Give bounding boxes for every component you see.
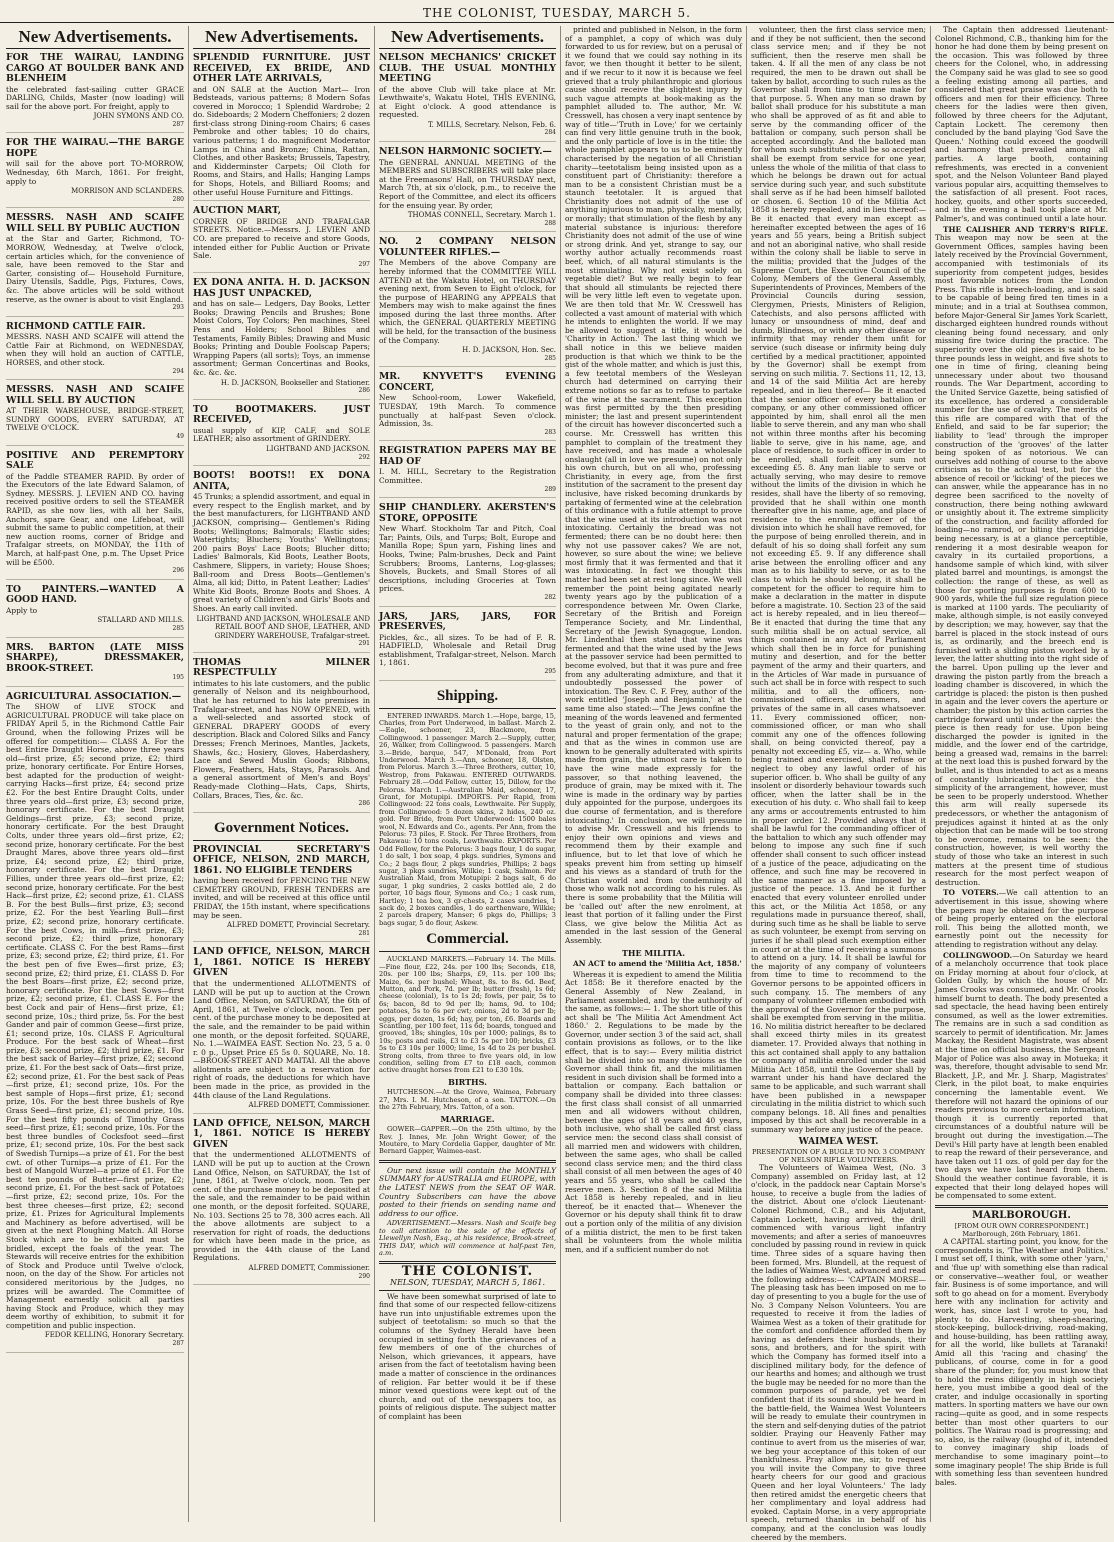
advertisement <box>193 471 370 653</box>
advertisement-title: EX DONA ANITA. H. D. JACKSON HAS JUST UNPACKED, <box>193 277 370 299</box>
advertisement-number: 292 <box>358 453 370 461</box>
column-6 <box>930 26 1112 1522</box>
advertisement-signature: T. MILLS, Secretary. Nelson, Feb. 6. <box>428 120 556 129</box>
advertisement-number: 280 <box>172 195 184 203</box>
advertisement-number: 297 <box>358 260 370 268</box>
advertisement-number: 285 <box>172 624 184 632</box>
column-2 <box>188 26 374 1522</box>
advertisement-body: Pickles, &c., all sizes. To be had of F. R. HADFIELD, Wholesale and Retail Drug establishment, Trafalgar-street, Nelson. March 1, 1861. <box>379 632 556 668</box>
advertisement <box>193 206 370 273</box>
advertisement-signature: ALFRED DOMETT, Commissioner. <box>248 1101 370 1110</box>
advertisement-title: FOR THE WAIRAU, LANDING CARGO AT BOULDER BANK AND BLENHEIM <box>6 52 184 84</box>
voters-text: —We call attention to an advertisement in this issue, showing where the papers may be obtained for the purpose of being properly entered on the electoral roll. This being the allotted month, we earnestly point out the necessity for attending to registration without any delay. <box>935 888 1108 949</box>
column-4 <box>560 26 746 1522</box>
waimea-subheading: PRESENTATION OF A BUGLE TO NO. 3 COMPANY OF NELSON RIFLE VOLUNTEERS. <box>751 1148 925 1164</box>
advertisement <box>379 446 556 498</box>
advertisement <box>379 147 556 232</box>
advertisement-number: 296 <box>172 567 184 575</box>
advertisement-title: JARS, JARS, JARS, FOR PRESERVES, <box>379 610 556 633</box>
advertisement <box>193 845 370 943</box>
advertisement <box>6 643 184 687</box>
column-1 <box>2 26 188 1522</box>
advertisement-signature: ALFRED DOMETT, Commissioner. <box>248 1264 370 1273</box>
collingwood-heading: COLLINGWOOD. <box>943 950 1013 960</box>
advertisement-number: 295 <box>544 667 556 675</box>
column-5 <box>746 25 930 1542</box>
advertisement-body: and has on sale— Ledgers, Day Books, Letter Books; Drawing Pencils and Brushes; Bone Moist Colors, Toy Colors; Pen machines, Steel Pens and Holders; School Bibles and Testaments, Family Bibles; Drawing and Music Books; Printing and Double Foolscap Papers; Wrapping Papers (all sorts); Toys, an immense assortment; German Concertinas and Books, &c. &c. &c. <box>193 299 370 378</box>
advertisement-body: CORNER OF BRIDGE AND TRAFALGAR STREETS. Notice.—Messrs. J. LEVIEN AND CO. are prepared to receive and store Goods, intended either for Public Auction or Private Sale. <box>193 216 370 261</box>
advertisement-title: MRS. BARTON (LATE MISS SHARPE), DRESSMAKER, BROOK-STREET. <box>6 641 184 674</box>
advertisement-number: 294 <box>172 367 184 375</box>
marlborough-heading: MARLBOROUGH. <box>972 1209 1071 1221</box>
voters-heading: TO VOTERS. <box>943 888 999 898</box>
advertisement-body: MESSRS. NASH AND SCAIFE will attend the Cattle Fair at Richmond, on WEDNESDAY, when they will hold an auction of CATTLE, HORSES, and other stock. <box>6 332 184 368</box>
advertisement-number: 287 <box>172 1340 184 1348</box>
advertisement-title: AUCTION MART, <box>193 205 282 217</box>
section-heading: New Advertisements. <box>193 26 370 49</box>
advertisement-title: REGISTRATION PAPERS MAY BE HAD OF <box>379 445 556 467</box>
advertisement-note: ADVERTISEMENT.—Messrs. Nash and Scaife beg to call attention to the sale of the effects of Llewellyn Nash, Esq., at his residence, Brook-street, THIS DAY, which will commence at half-past Ten, a.m. <box>379 1219 556 1257</box>
advertisement-number: 293 <box>172 304 184 312</box>
advertisement-body: usual supply of KIP, CALF, and SOLE LEATHER; also assortment of GRINDERY. <box>193 425 370 444</box>
waimea-heading: WAIMEA WEST. <box>798 1136 879 1147</box>
militia-text: Whereas it is expedient to amend the Militia Act 1858: Be it therefore enacted by the General Assembly of New Zealand, in Parliament assembled, and by the authority of the same, as follows:— 1. The short title of this act shall be 'The Militia Act Amendment Act 1860.' 2. Regulations to be made by the Governor, under section 3 of the said act, shall contain provisions as follows, or to the like effect, that is to say:— Every militia district shall be divided into so many divisions as the Governor shall think fit, and the militiamen resident in such division shall be formed into a battalion or company. Each battalion or company shall be divided into three classes: the first class shall consist of all unmarried men and all widowers without children, between the ages of 18 years and 40 years, both inclusive, who shall be called first class service men: the second class shall consist of all married men and widowers with children, between the same ages, who shall be called second class service men; and the third class shall consist of all men between the ages of 40 years and 55 years, who shall be called the reserve men. 3. Section 8 of the said Militia Act 1858 is hereby repealed, and in lieu thereof, be it enacted that— Whenever the Governor or his deputy shall think fit to draw out a portion only of the militia of any division of a militia district, the men to be first taken shall be volunteers from the whole militia men, and if a sufficient number do not <box>565 969 742 1254</box>
advertisement <box>6 53 184 133</box>
advertisement-number: 287 <box>172 120 184 128</box>
advertisement-number: 285 <box>544 354 556 362</box>
advertisement <box>6 451 184 580</box>
waimea-continued: The Captain then addressed Lieutenant-Colonel Richmond, C.B., thanking him for the honor he had done them by being present on the occasion. This was followed by three cheers for the Colonel, who, in addressing the Company said he was glad to see so good a feeling existing among all parties, and considered that great praise was due both to officers and men for their efficiency. Three cheers for the ladies were then given, followed by three cheers for the Adjutant, Captain Lockett. The ceremony then concluded by the band playing 'God Save the Queen.' Nothing could exceed the goodwill and harmony that prevailed among all parties. A large booth, containing refreshments, was erected in a convenient spot, and the Nelson Volunteer Band played various popular airs, acquitting themselves to the satisfaction of all present. Foot races, hockey, quoits, and other sports succeeded, and in the evening a ball took place at Mr. Palmer's, and was continued until a late hour. <box>935 25 1108 224</box>
advertisement-body: at the Star and Garter, Richmond, TO-MORROW, Wednesday, at Twelve o'clock, certain articles which, for the convenience of sale, have been removed to the Star and Garter, consisting of— Household Furniture, Dairy Utensils, Saddle, Pigs, Fixtures, Cows, &c. The above articles will be sold without reserve, as the owner is about to visit England. <box>6 234 184 304</box>
advertisement-body: of the above Club will take place at Mr. Lewthwaite's, Wakatu Hotel, THIS EVENING, at Eight o'clock. A good attendance is requested. <box>379 84 556 120</box>
editorial-text: We have been somewhat surprised of late to find that some of our respected fellow-citizens have run into unjustifiable extremes upon the subject of teetotalism: so much so that the columns of the Sydney Herald have been occupied in setting forth the grievances of a few members of one of the churches of Nelson, which grievances, it appears, have arisen from the fact of teetotalism having been made a matter of conscience in the ordinances of religion. Far better would it be if these minor vexed questions were kept out of the church, and out of the newspapers too, as points of religious dispute. The subject matter of complaint has been <box>379 1291 556 1421</box>
advertisement-signature: FEDOR KELLING, Honorary Secretary. <box>44 1331 184 1340</box>
advertisement-number: 290 <box>358 1272 370 1280</box>
rifle-text: This weapon may now be seen at the Government Offices, samples having been lately received by the Provincial Government, accompanied with testimonials of its superiority from competent judges, besides most favorable notices from the London Press. This rifle is breech-loading, and is said to be capable of being fired ten times in a minute; and in a trial at Southsea common, before Major-General Sir James York Scarlett, discharged eighteen hundred rounds without cleaning being found necessary, and only missing fire twice during the practice. The superiority over the old pieces is said to be three pounds less in weight, and five shots to one in time of firing, cleaning being unnecessary under about two thousand rounds. The War Department, according to the United Service Gazette, being satisfied of its excellence, has ordered a considerable number for the use of cavalry. The merits of this rifle are compared with that of the Enfield, and said to be far superior; the liability to 'lead' through the improper construction of the 'grooves' of the latter being spoken of as notorious. We can ourselves add nothing of course to the above criticism as to the actual test, but for the absence of recoil or 'kicking' of the pieces we can answer, while the appearance has in no degree been sacrificed to the novelty of construction, there being nothing awkward or unsightly about it. The extreme simplicity of the construction, and facility afforded for loading—no ramrod, or biting the cartridge being necessary, is at a glance perceptible, rendering it a most desirable weapon for cavalry in its curtailed proportions, a handsome sample of which kind, with silver plated barrel and mountings, is amongst the collection: the range of these, as well as those for sporting purposes is from 600 to 900 yards, while the full size regulation piece is marked at 1100 yards. The peculiarity of make, although simple, is not easily conveyed by description; we may, however, say that the barrel is placed in the stock instead of ours is, as ordinarily, and the breech end is furnished with a sliding piston worked by a lever, the latter shutting into the right side of the barrel. Upon pulling up the lever and drawing the piston partly from the breach a loading chamber is discovered, in which the cartridge is placed: the piston is then pushed in again and the lever covers the aperture or chamber; the piston by this action carries the cartridge forward until under the nipple: the piece is then ready for use. Upon being discharged the powder is ignited in the middle, and the lower end of the cartridge, being a greased wad, remains in the barrel: at the next load this is pushed forward by the bullet, and is thus intended to act as a means of constantly lubricating the piece: the simplicity of the arrangement, however, must be seen to be properly understood. Whether this arm will really supersede its predecessors, or whether the antagonism of prejudices against it hinted at as the only objection that can be made will be too strong to be overcome, remains to be seen: the construction, however, is well worthy the study of those who take an interest in such matters at the present time of studious research for the most perfect weapon of destruction. <box>935 233 1108 887</box>
advertisement <box>6 692 184 1353</box>
advertisement-body: having been received for FENCING THE NEW CEMETERY GROUND, FRESH TENDERS are invited, and will be received at this office until FRIDAY, the 15th instant, where specifications may be seen. <box>193 876 370 920</box>
marriage-text: GOWER—GAPPER.—On the 25th ultimo, by the Rev. J. Innes, Mr. John Wright Gower, of the Moutere, to Mary Cordelia Gapper, daughter of Mr. Bernard Gapper, Waimea-east. <box>379 1125 556 1156</box>
advertisement-signature: MORRISON AND SCLANDERS. <box>71 187 184 196</box>
militia-heading: THE MILITIA. <box>621 947 686 958</box>
advertisement-title: LAND OFFICE, NELSON, MARCH 1, 1861. NOTICE IS HEREBY GIVEN <box>193 1117 370 1150</box>
advertisement-body: Apply to <box>6 605 38 615</box>
advertisement-title: POSITIVE AND PEREMPTORY SALE <box>6 449 184 472</box>
advertisement-title: TO PAINTERS.—WANTED A GOOD HAND. <box>6 583 184 606</box>
advertisement <box>193 1119 370 1285</box>
advertisement-signature: H. D. JACKSON, Bookseller and Stationer. <box>220 378 370 387</box>
advertisement-number: 286 <box>358 800 370 808</box>
shipping-heading: Shipping. <box>379 686 556 709</box>
advertisement-title: MESSRS. NASH AND SCAIFE WILL SELL BY AUCTION <box>6 384 184 406</box>
advertisement-signature: JOHN SYMONS AND CO. <box>93 112 184 121</box>
advertisement <box>6 322 184 380</box>
advertisement-title: NELSON MECHANICS' CRICKET CLUB. THE USUAL MONTHLY MEETING <box>379 52 556 84</box>
advertisement <box>193 658 370 813</box>
advertisement-body: AT THEIR WAREHOUSE, BRIDGE-STREET, SUNDRY GOODS, EVERY SATURDAY, AT TWELVE O'CLOCK. <box>6 406 184 433</box>
advertisement-number: 49 <box>176 433 184 441</box>
marriage-heading: MARRIAGE. <box>440 1113 495 1124</box>
waimea-text: The Volunteers of Waimea West, (No. 3 Company) assembled on Friday last, at 12 o'clock, in the paddock near Captain Morse's house, to receive a bugle from the ladies of the district. About one o'clock Lieutenant-Colonel Richmond, C.B., and his Adjutant, Captain Lockett, having arrived, the drill commenced with various light infantry movements; and after a series of manoeuvres concluded by passing round in review in quick time. Three sides of a square having then been formed, Mrs. Blundell, at the request of the ladies of Waimea West, advanced and read the following address:— 'CAPTAIN MORSE— The pleasing task has been imposed on me to day of presenting to you a bugle for the use of No. 3 Company Nelson Volunteers. You are requested to receive it from the ladies of Waimea West as a token of their gratitude for the comfort and confidence afforded them by having as defenders their husbands, their sons, and brothers, and for the spirit with which the Company has formed itself into a disciplined military body, for the defence of our hearths and homes; and although we trust the bugle may be needed for no more than the common purposes of parade, yet we feel confident that if its sound should be heard in the battle-field, the Waimea West Volunteers will be ready to emulate their countrymen in the stern and self-denying duties of the patriot soldier. Praying our Heavenly Father may continue to avert from us the miseries of war, we beg your acceptance of this token of our thankfulness. Pray allow me, sir, to request you will invite the Company to give three hearty cheers for our good and gracious Queen and her loyal Volunteers.' The lady then retired amidst the energetic cheers that her complimentary and loyal address had evoked. Captain Morse, in a very appropriate speech, returned thanks in behalf of his company, and at the conclusion was loudly cheered by the members. <box>751 1163 926 1542</box>
advertisement-body: the celebrated fast-sailing cutter GRACE DARLING, Childs, Master (now loading) will sail for the above port. For freight, apply to <box>6 84 184 111</box>
paper-name: THE COLONIST. <box>401 1264 534 1280</box>
advertisement-body: and ON SALE at the Auction Mart— Iron Bedsteads, various patterns; 8 Modern Sofas covered in Morocco; 1 Splendid Wardrobe; 2 do. Sideboards; 2 Modern Cheffoniers; 2 dozen first-class strong Dining-room Chairs; 6 cases Pembroke and other tables; 10 do chairs, various patterns; 1 do. magnificent Moderator Lamps in China and Bronze; China, Rattan, Clothes, and other Baskets; Brussels, Tapestry, and Kidderminster Carpets; Oil Cloth for Rooms, and Stairs, and Halls; Hanging Lamps for Shops, Hotels, and Billiard Rooms; and other useful House Furniture and Fittings. <box>193 84 370 197</box>
advertisement-number: 288 <box>544 219 556 227</box>
advertisement-title: NELSON HARMONIC SOCIETY.— <box>379 146 552 158</box>
section-heading: New Advertisements. <box>6 26 184 49</box>
advertisement-signature: STALLARD AND MILLS. <box>97 616 184 625</box>
advertisement-number: 284 <box>544 129 556 137</box>
advertisement <box>379 612 556 681</box>
advertisement-title: THOMAS MILNER RESPECTFULLY <box>193 656 370 679</box>
commercial-text: AUCKLAND MARKETS.—February 14. The Mills.—Fine flour, £22, 24s. per 100 lbs; Seconds, £18, 20s. per 100 lbs; Sharps, £9, 11s. per 100 lbs; Maize, 6s. per bushel; Wheat, 8s. to 8s. 6d. Beef, Mutton, and Pork, 7d. per lb; butter (fresh), 1s 6d; cheese (colonial), 1s to 1s 2d; fowls, per pair, 5s to 6s; bacon, 8d to 9d per lb; hams, 9d. to 10d; potatoes, 5s to 6s per cwt; onions, 2d to 3d per lb; eggs, per dozen, 1s 6d; hay, per ton, £6. Boards and Scantling, per 100 feet, 11s 6d; boards, tongued and grooved, 18s; shingles, 10s per 1000; palings, 8s to 10s; posts and rails, £3 to £3 5s per 100; bricks, £3 5s to £3 10s per 1000; lime, 1s 4d to 2s per bushel. Strong colts, from three to five years old, in low condition, selling from £7 to £18 each, common active draught horses from £21 to £30 10s. <box>379 955 556 1075</box>
rifle-heading: THE CALISHER AND TERRY'S RIFLE. <box>943 224 1108 234</box>
advertisement-title: FOR THE WAIRAU.—THE BARGE HOPE <box>6 137 184 159</box>
advertisement <box>193 405 370 466</box>
advertisement-title: SHIP CHANDLERY. AKERSTEN'S STORE, OPPOSITE <box>379 502 556 524</box>
advertisement-number: 195 <box>172 674 184 682</box>
shipping-text: ENTERED INWARDS. March 1.—Hope, barge, 15, Charles, from Port Underwood, in ballast. March 2.—Eagle, schooner, 23, Blackmore, from Collingwood. 1 passenger. March 2.—Supply, cutter, 26, Walker, from Collingwood. 5 passengers. March 3.—Bride, barque, 547, M'Donald, from Port Underwood. March 3.—Ann, schooner, 18, Olsten, from Pelorus. March 3.—Three Brothers, cutter, 10, Westrop, from Pakawau. ENTERED OUTWARDS. February 28.—Odd Fellow, cutter, 15, Dillow, for the Pelorus. March 1.—Australian Maid, schooner, 17, Grant, for Motupipi. IMPORTS. Per Rapid, from Collingwood: 22 tons coals, Lewthwaite. Per Supply, from Collingwood: 5 dozen skins, 2 hides, 240 oz. gold. Per Bride, from Port Underwood: 1500 bales wool, N. Edwards and Co., agents. Per Ann, from the Pelorus: 73 piles, F. Stock. Per Three Brothers, from Pakawau: 10 tons coals, Lewthwaite. EXPORTS. Per Odd Fellow, for the Pelorus: 3 bags flour, 1 do sugar, 1 do salt, 1 box soap, 4 pkgs. sundries, Symons and Co.; 2 bags flour, 2 pkgs sundries, Phillips; 2 bags sugar, 3 pkgs sundries, Wilkie; 1 cask, Salmon. Per Australian Maid, from Motupipi: 2 bags salt, 6 do sugar, 1 pkg sundries, 2 casks bottled ale, 2 do porter, 10 bags flour, Symons and Co.; 1 cask rum, Hartley; 1 tea box, 3 qr-chests, 2 cases sundries, 1 sack do, 2 boxes candles, 1 do earthenware, Wilkie; 2 parcels drapery, Manser; 6 pkgs do, Phillips; 3 bags sugar, 5 do flour, Askew. <box>379 711 556 927</box>
births-heading: BIRTHS. <box>448 1076 487 1087</box>
advertisement-title: MR. KNYVETT'S EVENING CONCERT, <box>379 371 556 393</box>
advertisement-number: 286 <box>358 387 370 395</box>
advertisement-body: New Wharf. Stockholm Tar and Pitch, Coal Tar; Paints, Oils, and Turps; Bolt, Europe and Manilla Rope; Spun yarn, Fishing lines and Hooks, Twine; Palm-brushes, Deck and Paint Scrubbers; Brooms, Lanterns, Log-glasses; Shovels, Buckets, and Small Stores of all descriptions, including Groceries at Town prices. <box>379 524 556 594</box>
advertisement-signature: THOMAS CONNELL, Secretary. March 1. <box>407 211 556 220</box>
advertisement-title: TO BOOTMAKERS. JUST RECEIVED, <box>193 403 370 426</box>
advertisement-body: New School-room, Lower Wakefield, TUESDAY, 19th March. To commence punctually at half-past Seven o'clock. Admission, 3s. <box>379 393 556 429</box>
advertisement-body: that the undermentioned ALLOTMENTS of LAND will be put up to auction at the Crown Land Office, Nelson, on SATURDAY, the 1st of June, 1861, at Twelve o'clock, noon. Ten per cent. of the purchase money to be deposited at the sale, and the remainder to be paid within one month, or the deposit forfeited. SQUARE, No. 103. Sections 25 to 78, 300 acres each. All the above allotments are subject to a reservation for right of roads, the deductions for which have been made in the price, as provided in the 44th clause of the Land Regulations. <box>193 1150 370 1263</box>
advertisement-body: will sail for the above port TO-MORROW, Wednesday, 6th March, 1861. For freight, apply to <box>6 159 184 186</box>
advertisement <box>6 585 184 638</box>
marlborough-text: A CAPITAL starting point, you know, for the correspondents is, 'The Weather and Politics.' I must set off, I think, with some other 'yarn,' and 'flue up' with something else than radical or conservative—weather foul, or weather fair. Business is of some importance, and will soft to go ahead on for a moment. Everybody here with any inclination for activity and work, has, since last I wrote to you, had plenty to do. Harvesting, sheep-shearing, stock-keeping, bullock-driving, road-making, and house-building, has been rattling away, for all the world, like bullets at Taranaki! Amid all this 'racing and chasing' the publicans, of course, come in for a good share of the plunder; for, you must know that to hold the reins diligently in high society here, you must imbibe a good deal of the crater, and indulge occasionally in sporting matters. In sporting matters we have our own racing—quite as good, and in some respects better than most other quarters to our politics. The Wairau road is progressing; and so, also, is the railway (loughd of it, intended to convey imaginary ship loads of merchandise to some imaginary point—to some imaginary people! The ship Bride is full with something less than seventeen hundred bales. <box>935 1237 1108 1487</box>
militia-title: AN ACT to amend the 'Militia Act, 1858.' <box>573 959 742 969</box>
advertisement-title: LAND OFFICE, NELSON, MARCH 1, 1861. NOTICE IS HEREBY GIVEN <box>193 946 370 979</box>
advertisement <box>379 503 556 606</box>
advertisement <box>6 213 184 316</box>
births-text: HUTCHESON.—At the Grove, Waimea, February 27, Mrs. I. M. Hutcheson, of a son. TATTON.—On the 27th February, Mrs. Tatton, of a son. <box>379 1088 556 1112</box>
advertisement <box>379 237 556 367</box>
advertisement <box>379 372 556 441</box>
advertisement-signature: LIGHTBAND AND JACKSON. <box>266 445 370 453</box>
advertisement-body: The SHOW of LIVE STOCK and AGRICULTURAL PRODUCE will take place on FRIDAY April 5, in the Richmond Cattle Fair Ground, when the following Prizes will be offered for competition:— CLASS A. For the best Entire Draught Horse, above three years old—first prize, £5; second prize, £2; third prize, honorary certificate. For Entire Horses, best adapted for the production of weight-carrying Hacks—first prize, £4; second prize £2. For the best Entire Draught Colts, under three years old—first prize, £3; second prize, honorary certificate. For the best Draught Geldings—first prize, £3; second prize, honorary certificate. For the best Draught Colts, under three years old—first prize, £2; second prize, honorary certificate. For the best Draught Mares, above three years old—first prize, £4; second prize, £2; third prize, honorary certificate. For the best Draught Fillies, under three years old—first prize, £2; second prize, honorary certificate. For the best Hack—first prize, £2; second prize, £1. CLASS B. For the best Bulls—first prize, £3; second prize, £2. For the best Yearling Bull—first prize, £2; second prize, honorary certificate. For the best Cows, in milk—first prize, £3; second prize, £2; third prize, honorary certificate. CLASS C. For the best Rams—first prize, £3; second prize, £2; third prize, £1. For the best pen of five Ewes—first prize, £3; second prize, £2; third prize, £1. CLASS D. For the best Boars—first prize, £2; second prize, honorary certificate. For the best Sows—first prize, £2; second prize, £1. CLASS E. For the best Cock and pair of Hens—first prize, £1; second prize, 10s.; third prize, 5s. For the best Gander and pair of common Geese—first prize, £1; second prize, 10s. CLASS F. Agricultural Produce. For the best sack of Wheat—first prize, £3; second prize, £2; third prize, £1. For the best sack of Barley—first prize, £2; second prize, £1. For the best sack of Oats—first prize, £2; second prize, £1. For the best sack of Peas—first prize, £1; second prize, 10s. For the best sample of Hops—first prize, £1; second prize, 10s. For the best three bushels of Rye Grass Seed—first prize, £1; second prize, 10s. For the best fifty pounds of Timothy Grass seed—first prize, £1; second prize, 10s. For the best three bundles of Cocksfoot seed—first prize, £1; second prize, 10s. For the best sack of Swedish Turnips—a prize of £1. For the best cwt. of other Turnips—a prize of £1. For the best of Mangold Wurzel—a prize of £1. For the best ten pounds of Butter—first prize, £2; second prize, £1. For the best sack of Potatoes—first prize, £2; second prize, 10s. For the best three cheeses—first prize, £2; second prize, £1. Prizes for Agricultural Implements and Machinery as before advertised, will be given at the next Ploughing Match. All Horse Stock which are to be exhibited must be bridled, except the foals of the year. The Stewards will receive entries for the exhibition of Stock and Produce until Twelve o'clock, noon, on the day of the Show. For articles not considered meritorious by the Judges, no prizes will be awarded. The Committee of Management earnestly solicit all parties having Stock and Produce, which they may deem worthy of exhibition, to submit it for competition and public inspection. <box>6 702 184 1330</box>
advertisement-body: of the Paddle STEAMER RAPID. By order of the Executors of the late Edward Salamon, of Sydney. MESSRS. J. LEVIEN AND CO. having received positive orders to sell the STEAMER RAPID, as she now lies, with all her Sails, Anchors, spare Gear, and one Lifeboat, will submit the same to public competition, at their new auction rooms, corner of Bridge and Trafalgar streets, on MONDAY, the 11th of March, at half-past One, p.m. The Upset Price will be £500. <box>6 471 184 567</box>
advertisement-title: RICHMOND CATTLE FAIR. <box>6 320 146 332</box>
advertisement <box>193 278 370 400</box>
advertisement-title: BOOTS! BOOTS!! EX DONA ANITA, <box>193 470 370 492</box>
advertisement-title: MESSRS. NASH AND SCAIFE WILL SELL BY PUBLIC AUCTION <box>6 212 184 234</box>
marlborough-subheading: [FROM OUR OWN CORRESPONDENT.] Marlborough, 26th February, 1861. <box>954 1222 1089 1238</box>
column-3 <box>374 26 560 1522</box>
advertisement-body: The Members of the above Company are hereby informed that the COMMITTEE WILL ATTEND at the Wakatu Hotel, on THURSDAY evening next, from Seven to Eight o'clock, for the purpose of HEARING any APPEALS that Members may wish to make against the fines imposed during the last three months. After which, the GENERAL QUARTERLY MEETING will be held, for the transaction of the business of the Company. <box>379 258 556 345</box>
advertisement-signature: H. D. JACKSON, Hon. Sec. <box>462 346 556 355</box>
militia-continued: volunteer, then the first class service men; and if they be not sufficient, then the second class service men; and if they be not sufficient, then the reserve men shall be taken. 4. If all the men of any class be not required, the men to be drawn out shall be taken by ballot, according to such rules as the Governor shall from time to time make for that purpose. 5. When any man so drawn by ballot shall produce for his substitute a man who shall be approved of as fit and able to serve by the commanding officer of the battalion or company, such person shall be accepted accordingly. And the balloted man for whom such substitute shall be so accepted shall be exempt from service for one year, unless the whole of the militia of that class to which he belongs be drawn out for actual service during such year, and such substitute shall serve as if he had been himself balloted or chosen. 6. Section 10 of the Militia Act 1858 is hereby repealed, and in lieu thereof:— Be it enacted that every man except as hereinafter excepted between the ages of 16 years and 55 years, being a British subject and not an aboriginal native, who shall reside within the colony shall be liable to serve in the militia; provided that the Judges of the Supreme Court, the Executive Council of the Colony, Members of the General Assembly, Superintendents of Provinces, Members of the Provincial Councils during session, Clergymen, Priests, Ministers of Religion, Catechists, and also persons afflicted with lunacy or unsoundness of mind, deaf and dumb, Blindness, or with any other disease or infirmity that may render them unfit for service (such disease or infirmity being duly certified by a medical practitioner, appointed by the Governor) shall be exempt from serving on such militia. 7. Sections 11, 12, 13, and 14 of the said Militia Act are hereby repealed, and in lieu thereof— Be it enacted that the senior officer of every battalion or company, or any other commissioned officer appointed by him, shall enrol all the men liable to serve therein, and any man who shall not within three months after his becoming liable to serve, give in his name, age, and place of residence, to such officer in order to be enrolled, shall forfeit any sum not exceeding £5. 8. Any man liable to serve or actually serving, who may desire to remove without the limits of the division in which he resides, shall have the liberty of so removing, provided that he shall within one month thereafter give in his name, age, and place of residence to the enrolling officer of the division into which he shall have removed, for the purpose of being enrolled therein, and in default of his so doing shall forfeit any sum not exceeding £5. 9. If any difference shall arise between the enrolling officer and any man as to his liability to serve, or as to the class to which he should belong, it shall be competent for the officer to require him to make a declaration in the matter in dispute before a magistrate. 10. Section 23 of the said act is hereby repealed, and in lieu thereof— Be it enacted that during the time that any such militia shall be on actual service, all things contained in any Act of Parliament which shall then be in force for punishing mutiny and desertion, and for the better payment of the army and their quarters, and in the Articles of War made in pursuance of such act shall be in force with respect to such militia, and to all the officers, non-commissioned officers, drummers, and privates of the same in all cases whatsoever. 11. Every commissioned officer, non-commissioned officer, or man who shall commit any one of the offences following shall, on being convicted thereof, pay a penalty not exceeding £5, viz— a. Who, while being trained and exercised, shall refuse or neglect to obey any lawful order of his superior officer. b. Who shall be guilty of any insolent or disorderly behaviour towards such officer, when the latter shall be in the execution of his duty. c. Who shall fail to keep any arms or accoutrements entrusted to him in proper order. 12. Provided always that it shall be lawful for the commanding officer of the battalion to which any such offender may belong to impose any such fine if such offender shall consent to such officer instead of a justice of the peace, adjudicating on the offence, and such fine may be recovered in the same manner as a fine imposed by a justice of the peace. 13. And be it further enacted that every volunteer enrolled under this act, or the Militia Act 1858, or any regulations made in pursuance thereof, shall, during such time as he shall be liable to serve as such volunteer, be exempt from serving on juries if he shall plead such exemption either in court or at the time of receiving a summons to attend on a jury. 14. It shall be lawful for the majority of any company of volunteers from time to time to recommend to the Governor persons to be appointed officers in such company. 15. The members of any company of volunteer riflemen embodied with the approval of the Governor for the purpose, shall be exempted from serving in the militia. 16. No militia district hereafter to be declared shall exceed thirty miles in its greatest diameter. 17. Provided always that nothing in this act contained shall apply to any battalion or company of militia enrolled under the said Militia Act 1858, until the Governor shall by warrant under his hand have declared the same to be applicable, and such warrant shall have been published in a newspaper circulating in the militia district to which such company belongs. 18. All fines and penalties imposed by this act shall be recoverable in a summary way before any justice of the peace. <box>751 25 926 1134</box>
advertisement-number: 283 <box>544 428 556 436</box>
advertisement-body: that the undermentioned ALLOTMENTS of LAND will be put up to auction at the Crown Land Office, Nelson, on SATURDAY, the 6th of April, 1861, at Twelve o'clock, noon. Ten per cent. of the purchase money to be deposited at the sale, and the remainder to be paid within one month, or the deposit forfeited. SQUARE, No. 1.—WAIMEA EAST. Section No. 23, 5 a. 0 r. 0 p., Upset Price £5 5s 0. SQUARE, No. 18.—BROOK-STREET AND MAITAI. All the above allotments are subject to a reservation for right of roads, the deductions for which have been made in the price, as provided in the 44th clause of the Land Regulations. <box>193 978 370 1100</box>
advertisement <box>6 385 184 445</box>
commercial-heading: Commercial. <box>379 929 556 952</box>
advertisement-title: NO. 2 COMPANY NELSON VOLUNTEER RIFLES.— <box>379 236 556 258</box>
advertisement <box>193 947 370 1113</box>
advertisement-number: 282 <box>544 593 556 601</box>
advertisement-body: I. M. HILL, Secretary to the Registration Committee. <box>379 467 556 485</box>
advertisement-title: SPLENDID FURNITURE. JUST RECEIVED, EX BRIDE, AND OTHER LATE ARRIVALS, <box>193 52 370 84</box>
collingwood-text: —On Saturday we heard of a melancholy occurrence that took place on Friday morning at about four o'clock, at Golden Gully, by which the house of Mr. James Crooks was consumed, and Mr. Crooks himself burnt to death. The body presented a sad spectacle, the head having been entirely consumed, as well as the lower extremities. The remains are in such a sad condition as scarcely to permit of identification. Mr. James Mackay, the Resident Magistrate, was absent at the time on official business, the Sergeant Major of Police was also away in Motueka; it was, therefore, thought advisable to send Mr. Blackett, J.P., and Mr. J. Sharp, Magistrates' Clerk, in the pilot boat, to make enquiries concerning the lamentable event. We therefore will not hazard the opinions of our readers previous to more certain information, though it is currently reported that circumstances of a doubtful nature will be brought out during the investigation.—The Devil's Hill party have at length been enabled to reap the reward of their perseverance, and have taken out 11 ozs. of gold per day for the two days we have last heard from them. Should the weather continue favorable, it is expected that their long delayed hopes will be compensated to some extent. <box>935 950 1108 1201</box>
advertisement-number: 289 <box>544 485 556 493</box>
advertisement <box>379 53 556 142</box>
advertisement <box>193 53 370 201</box>
advertisement-body: 45 Trunks; a splendid assortment, and equal in every respect to the English market, and by the best manufacturers, for LIGHTBAND AND JACKSON, comprising— Gentlemen's Riding Boots; Wellingtons; Balmorals; Elastic sides; Watertights; Bluchers; Youths' Wellingtons; 200 pairs Boys' Lace Boots; Blucher ditto; Ladies' Balmorals, Kid Boots, Leather Boots, Cashmere, Slippers, in variety; House Shoes; Ball-room and Dress Boots—Gentlemen's Alma, all kid; Ditto, in Patent Leather; Ladies' White Kid Boots, Bronze Boots and Shoes. A great variety of Children's and Girls' Boots and Shoes. An early call invited. <box>193 492 370 613</box>
masthead: THE COLONIST, TUESDAY, MARCH 5. <box>0 0 1114 23</box>
advertisement-body: The GENERAL ANNUAL MEETING of the MEMBERS and SUBSCRIBERS will take place at the Freemasons' Hall, on THURSDAY next, March 7th, at six o'clock, p.m., to receive the Report of the Committee, and elect its officers for the ensuing year. By order, <box>379 157 556 210</box>
advertisement-number: 281 <box>358 929 370 937</box>
notice-box: Our next issue will contain the MONTHLY SUMMARY for AUSTRALIA and EUROPE, with the LATEST NEWS from the SEAT OF WAR. Country Subscribers can have the above posted to their friends on sending name and address to our office. <box>379 1165 556 1218</box>
gov-heading: Government Notices. <box>193 818 370 841</box>
advertisement-body: intimates to his late customers, and the public generally of Nelson and its neighbourhood, that he has returned to his late premises in Trafalgar-street, and has NOW OPENED, with a well-selected and assorted stock of GENERAL DRAPERY GOODS of every description. Black and Colored Silks and Fancy Dresses; French Merinoes, Mantles, Jackets, Shawls, &c.; Hosiery, Gloves, Haberdashery, Lace and Sewed Muslin Goods; Ribbons, Flowers, Feathers, Hats, Stays, Parasols. And a general assortment of Men's and Boys' Ready-made Clothing—Hats, Caps, Shirts, Collars, Braces, Ties, &c. &c. <box>193 678 370 800</box>
advertisement-signature: LIGHTBAND AND JACKSON, WHOLESALE AND RETAIL BOOT AND SHOE, LEATHER, AND GRINDERY WAREHOUSE, Trafalgar-street. <box>196 614 370 640</box>
editorial-continued: printed and published in Nelson, in the form of a pamphlet, a copy of which was duly forwarded to us for review, but on a perusal of it we found that we could say nothing in its favor, we then thought it better to be silent, and if we recur to it now it is because we feel grieved that a truly philanthropic and glorious cause should receive the slightest injury by such vague attempts at book-making as the pamphlet alluded to. The author, Mr. W. Cresswell, has chosen a very inapt sentence by way of title—'Truth in Love;' for we certainly can find very little genuine truth in the book, and the only particle of love is in the title: the whole pamphlet appears to us to be eminently characterised by the negation of all Christian charity—teetotalism being insisted upon as a constituent part of Christianity: therefore a man to be a consistent Christian must be a staunch teetotaler. It is argued that Christianity does not admit of the use of anything injurious to man, physically, mentally, or morally; that stimulation of the flesh by any material substance is injurious: therefore Christianity does not admit of the use of wine or strong drink. And yet, strange to say, our worthy author actually recommends roast beef, which, of all natural stimulants is the most stimulating. Why not exist solely on vegetable diet? But we really begin to fear that should all stimulants be rejected there will be very little left even to vegetate upon. We are then told that Mr. W. Cresswell has collected a vast amount of material with which he intends to enlighten the world. If we may be allowed to suggest a title, it would be 'Charity in Action.' The last thing which we shall notice in this we believe maiden production is that which we think to be the gist of the whole matter, and which is just this, a few teetotal members of the Wesleyan church had determined on carrying their extreme notions so far as to refuse to partake of the wine at the sacrament. This exception was first permitted by the then presiding minister; the last and present superintendent of the circuit has however disconcerted such a course. Mr. Cresswell has written this pamphlet to complain of the treatment they have received, and has made a wholesale onslaught (all in love we presume) on not only his own church, but on all who, professing Christianity, in every age, from the first institution of the sacrament to the present day inclusive, have risked becoming drunkards by partaking of fermented wine at the celebration of this ordinance with a futile attempt to prove that the wine used at its introduction was not intoxicating. Certainly the bread was not fermented; there can be no doubt here: then why not use passover cakes? We are not, however, so sure about the wine; we believe most firmly that it was fermented and that it was intoxicating. In fact we thought this matter had been set at rest long since. We well remember the point being agitated nearly twenty years ago by the publication of a correspondence between Mr. Owen Clarke, Secretary of the British and Foreign Temperance Society, and Mr. Lindenthal, Secretary of the Jewish Synagogue, London. Mr. Lindenthal then stated that wine was fermented and that the wine used by the Jews at the passover service had been permitted to become evolved, but that it was pure and free from any adulterating admixture, and that it undoubtedly possessed the power of intoxication. The Rev. C. F. Frey, author of the work entitled 'Joseph and Benjamin,' at the same time also stated:—'The Jews confine the meaning of the words leavened and fermented to the yeast of grain only, and not to the natural and proper fermentation of the grape; and that as the wines in common use are known to be generally adulterated with spirits made from grain, the utmost care is taken to have the wine made expressly for the passover, so that nothing leavened, the produce of grain, may be mixed with it. The wine is made in the ordinary way by parties duly appointed for the purpose, undergoes its due course of fermentation, and is therefore intoxicating.' In conclusion, we will presume to advise Mr. Cresswell and his friends to enjoy their own opinions and views and recommend them by their example and influence, but to let that love of which he speaks prevent him from setting up himself and his views as a standard of truth for the Christian world and from condemning all those who walk not according to his rules. As there is some probability that the Militia will be 'called out' after the new enrolment, at least that portion of it falling under the First Class, we give below the Militia Act as amended in the last session of the General Assembly. <box>565 25 742 945</box>
paper-date: NELSON, TUESDAY, MARCH 5, 1861. <box>379 1279 556 1291</box>
advertisement-signature: ALFRED DOMETT, Provincial Secretary. <box>227 921 370 930</box>
advertisement-number: 291 <box>358 640 370 648</box>
advertisement-title: PROVINCIAL SECRETARY'S OFFICE, NELSON, 2ND MARCH, 1861. NO ELIGIBLE TENDERS <box>193 843 370 876</box>
advertisement-title: AGRICULTURAL ASSOCIATION.— <box>6 690 182 702</box>
advertisement <box>6 138 184 208</box>
section-heading: New Advertisements. <box>379 26 556 49</box>
